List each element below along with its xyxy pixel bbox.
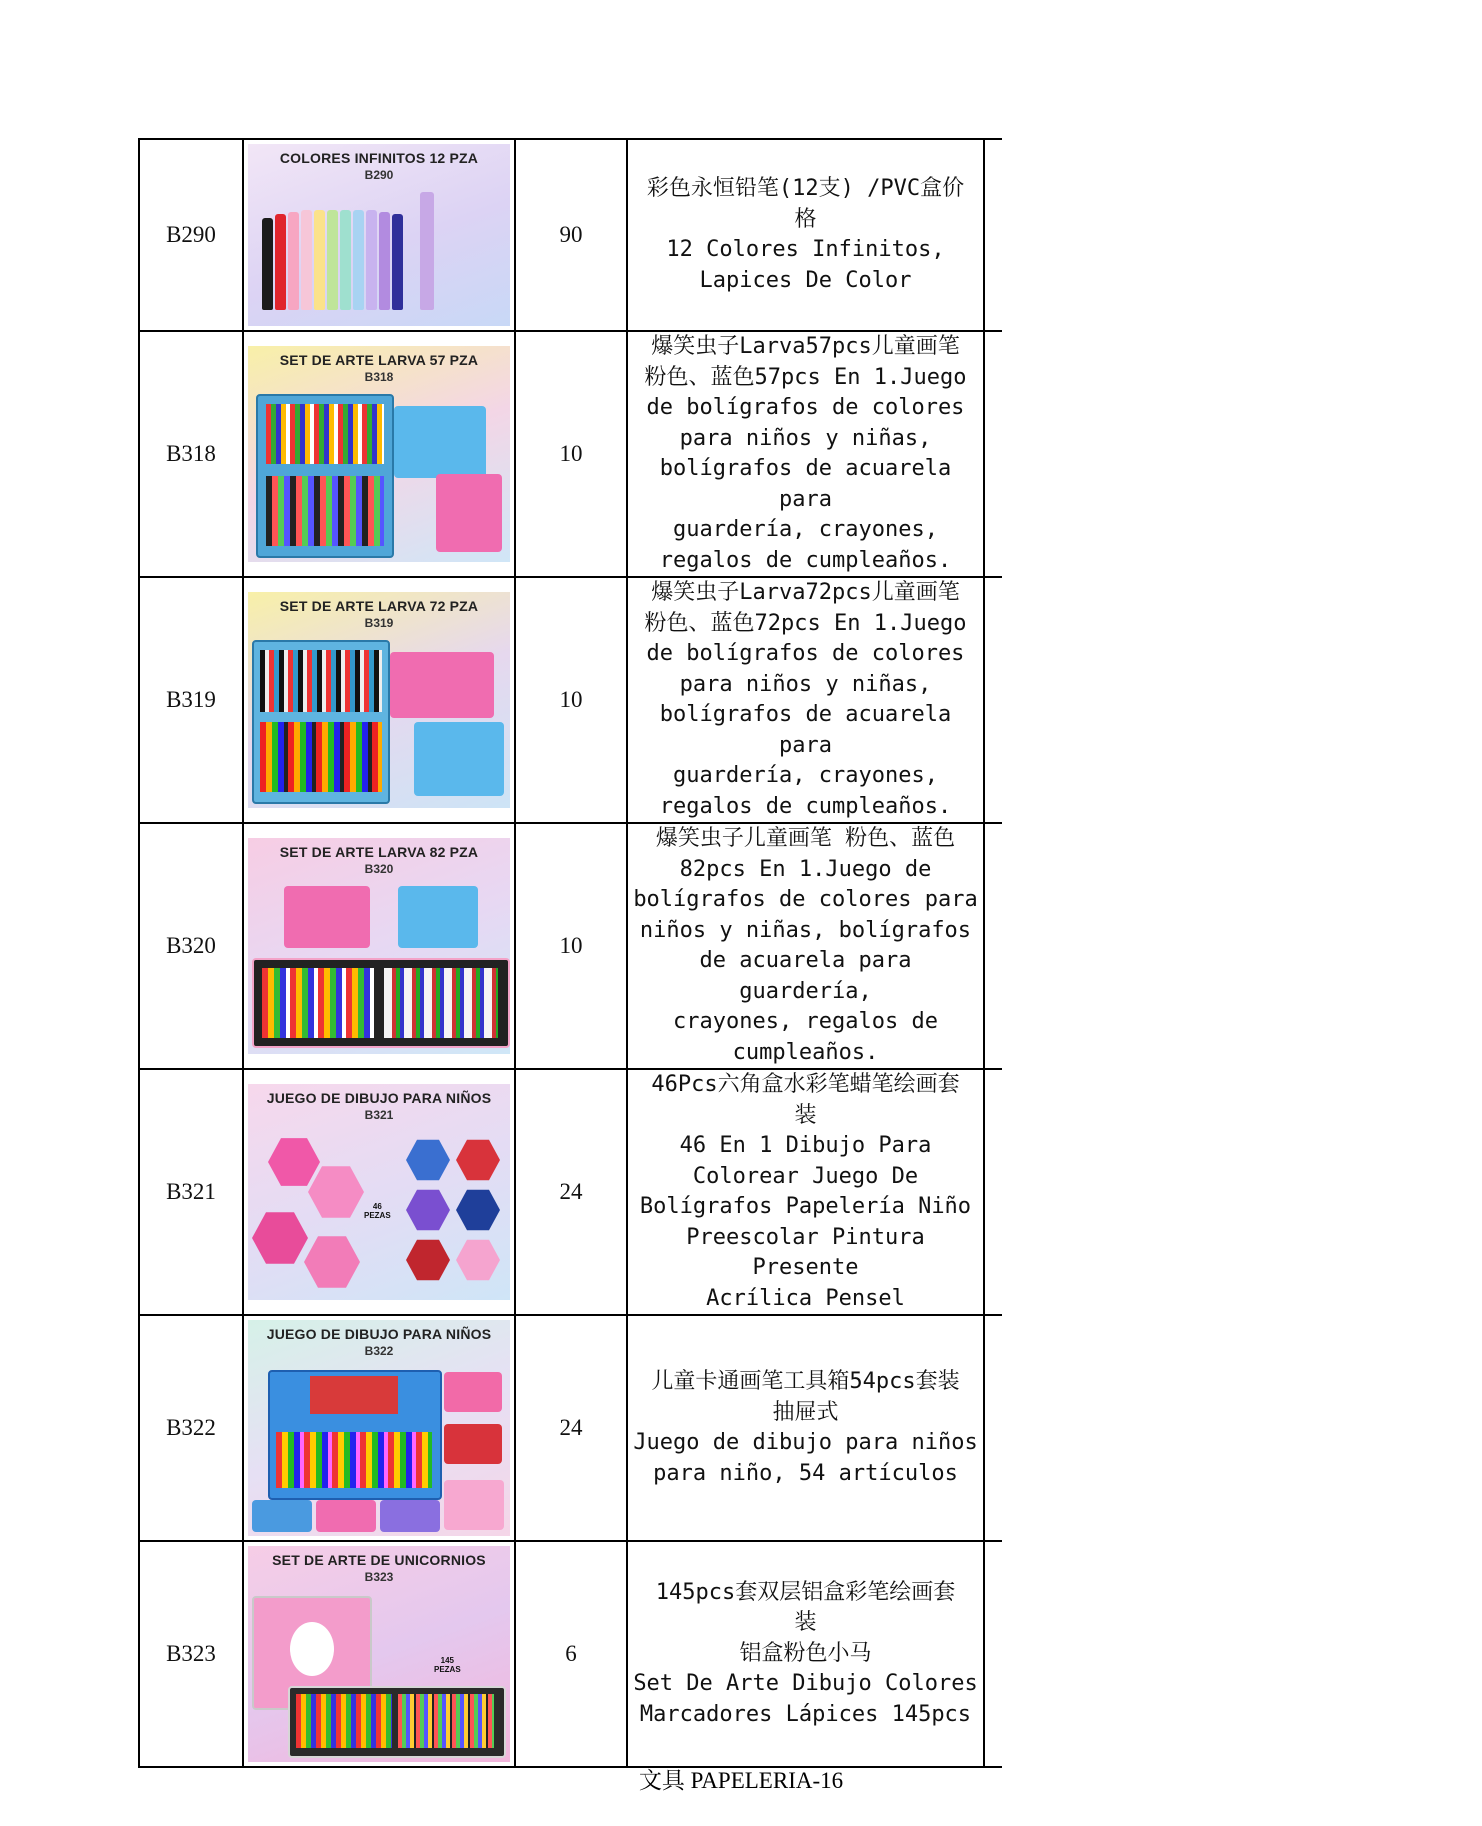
hex-box — [268, 1136, 320, 1188]
description-line: guardería, crayones, — [673, 763, 938, 788]
product-description — [627, 139, 984, 331]
description-line: de bolígrafos de colores — [646, 641, 965, 666]
description-line: de acuarela para guardería, — [699, 948, 912, 1004]
product-quantity: 90 — [515, 139, 627, 331]
image-title: SET DE ARTE LARVA 57 PZA — [279, 352, 479, 368]
drawer-box — [444, 1480, 504, 1530]
description-line: crayones, regalos de — [673, 1009, 938, 1034]
table-row — [139, 331, 1002, 577]
art-case-pink — [284, 886, 370, 948]
image-title: JUEGO DE DIBUJO PARA NIÑOS — [266, 1090, 492, 1106]
product-description — [627, 1541, 984, 1767]
drawer-box — [444, 1372, 502, 1412]
product-table — [138, 138, 1002, 1768]
product-quantity: 24 — [515, 1315, 627, 1541]
description-line: 粉色、蓝色72pcs En 1.Juego — [644, 610, 967, 636]
description-line: Set De Arte Dibujo Colores — [633, 1671, 978, 1697]
description-line: Acrílica Pensel — [706, 1285, 905, 1311]
art-case-open — [252, 958, 510, 1048]
description-line: bolígrafos de colores para — [633, 887, 978, 912]
product-code: B290 — [139, 139, 243, 331]
page-footer: 文具 PAPELERIA-16 — [638, 1768, 844, 1793]
description-line: 46 En 1 Dibujo Para — [679, 1133, 932, 1158]
drawer-box — [444, 1424, 502, 1464]
product-quantity: 24 — [515, 1069, 627, 1315]
hex-box — [456, 1138, 500, 1182]
product-image — [243, 1069, 515, 1315]
art-case-open — [256, 394, 394, 558]
product-image — [243, 1315, 515, 1541]
description-line: regalos de cumpleaños. — [659, 547, 952, 573]
table-row — [139, 139, 1002, 331]
product-image — [243, 577, 515, 823]
product-description — [627, 1069, 984, 1315]
product-description — [627, 331, 984, 577]
image-code: B322 — [364, 1344, 394, 1358]
product-quantity: 10 — [515, 577, 627, 823]
image-title: SET DE ARTE LARVA 72 PZA — [279, 598, 479, 614]
hex-box — [304, 1234, 360, 1290]
piece-count-tag: 46 PEZAS — [364, 1202, 391, 1220]
description-line: cumpleaños. — [732, 1039, 879, 1065]
image-title: SET DE ARTE LARVA 82 PZA — [279, 844, 479, 860]
product-code: B322 — [139, 1315, 243, 1541]
table-row — [139, 577, 1002, 823]
description-line: 彩色永恒铅笔(12支) /PVC盒价 — [646, 176, 965, 201]
description-line: Marcadores Lápices 145pcs — [639, 1701, 972, 1727]
description-line: para niño, 54 artículos — [653, 1460, 958, 1486]
product-description — [627, 1315, 984, 1541]
art-case-open — [288, 1686, 506, 1758]
table-row — [139, 1541, 1002, 1767]
description-line: 抽屉式 — [772, 1399, 839, 1425]
product-description — [627, 577, 984, 823]
drawer-box — [252, 1500, 312, 1532]
art-case-blue — [398, 886, 478, 948]
image-code: B320 — [364, 862, 394, 876]
hex-box — [406, 1238, 450, 1282]
art-case-blue — [394, 406, 486, 478]
drawer-box — [316, 1500, 376, 1532]
product-image — [243, 139, 515, 331]
description-line: 爆笑虫子Larva72pcs儿童画笔 — [651, 580, 960, 605]
image-code: B319 — [364, 616, 394, 630]
description-line: 装 — [794, 1610, 817, 1636]
image-title: SET DE ARTE DE UNICORNIOS — [272, 1552, 486, 1568]
hex-box — [456, 1188, 500, 1232]
description-line: 格 — [794, 206, 817, 232]
piece-count-tag: 145 PEZAS — [434, 1656, 461, 1674]
description-line: de bolígrafos de colores — [646, 395, 965, 420]
product-image — [243, 823, 515, 1069]
table-row — [139, 823, 1002, 1069]
hex-box — [406, 1188, 450, 1232]
art-case-blue — [414, 722, 504, 796]
product-quantity: 6 — [515, 1541, 627, 1767]
description-line: bolígrafos de acuarela para — [659, 456, 952, 512]
product-code: B318 — [139, 331, 243, 577]
description-line: niños y niñas, bolígrafos — [639, 917, 972, 943]
description-line: 82pcs En 1.Juego de — [679, 856, 932, 882]
product-image — [243, 1541, 515, 1767]
table-row — [139, 1315, 1002, 1541]
hex-box — [406, 1138, 450, 1182]
image-code: B321 — [364, 1108, 394, 1122]
description-line: Juego de dibujo para niños — [633, 1430, 978, 1455]
description-line: para niños y niñas, — [679, 671, 932, 697]
description-line: 爆笑虫子儿童画笔 粉色、蓝色 — [655, 826, 956, 851]
description-line: Bolígrafos Papelería Niño — [639, 1194, 972, 1219]
drawer-box — [380, 1500, 440, 1532]
description-line: Lapices De Color — [699, 267, 912, 293]
description-line: 铝盒粉色小马 — [739, 1640, 872, 1666]
description-line: Colorear Juego De — [692, 1163, 919, 1189]
image-code: B323 — [364, 1570, 394, 1584]
toolbox-open — [268, 1370, 442, 1500]
description-line: 46Pcs六角盒水彩笔蜡笔绘画套 — [651, 1072, 960, 1097]
art-case-open — [252, 640, 390, 804]
product-quantity: 10 — [515, 823, 627, 1069]
hex-box — [456, 1238, 500, 1282]
description-line: 爆笑虫子Larva57pcs儿童画笔 — [651, 334, 960, 359]
product-description — [627, 823, 984, 1069]
table-row — [139, 1069, 1002, 1315]
hex-box — [252, 1210, 308, 1266]
description-line: 儿童卡通画笔工具箱54pcs套装 — [651, 1369, 960, 1394]
description-line: 装 — [794, 1102, 817, 1128]
image-title: JUEGO DE DIBUJO PARA NIÑOS — [266, 1326, 492, 1342]
hex-box — [308, 1164, 364, 1220]
description-line: 12 Colores Infinitos, — [666, 237, 945, 262]
product-quantity: 10 — [515, 331, 627, 577]
description-line: para niños y niñas, — [679, 425, 932, 451]
pencils-illustration — [262, 190, 432, 314]
description-line: 145pcs套双层铝盒彩笔绘画套 — [655, 1579, 956, 1605]
description-line: regalos de cumpleaños. — [659, 793, 952, 819]
description-line: bolígrafos de acuarela para — [659, 702, 952, 758]
image-title: COLORES INFINITOS 12 PZA — [279, 150, 479, 166]
product-code: B323 — [139, 1541, 243, 1767]
art-case-pink — [436, 474, 502, 552]
product-code: B319 — [139, 577, 243, 823]
product-image — [243, 331, 515, 577]
description-line: 粉色、蓝色57pcs En 1.Juego — [644, 364, 967, 390]
product-code: B321 — [139, 1069, 243, 1315]
image-code: B290 — [364, 168, 394, 182]
product-code: B320 — [139, 823, 243, 1069]
description-line: Preescolar Pintura Presente — [686, 1224, 925, 1280]
art-case-pink — [390, 652, 494, 718]
image-code: B318 — [364, 370, 394, 384]
description-line: guardería, crayones, — [673, 517, 938, 542]
